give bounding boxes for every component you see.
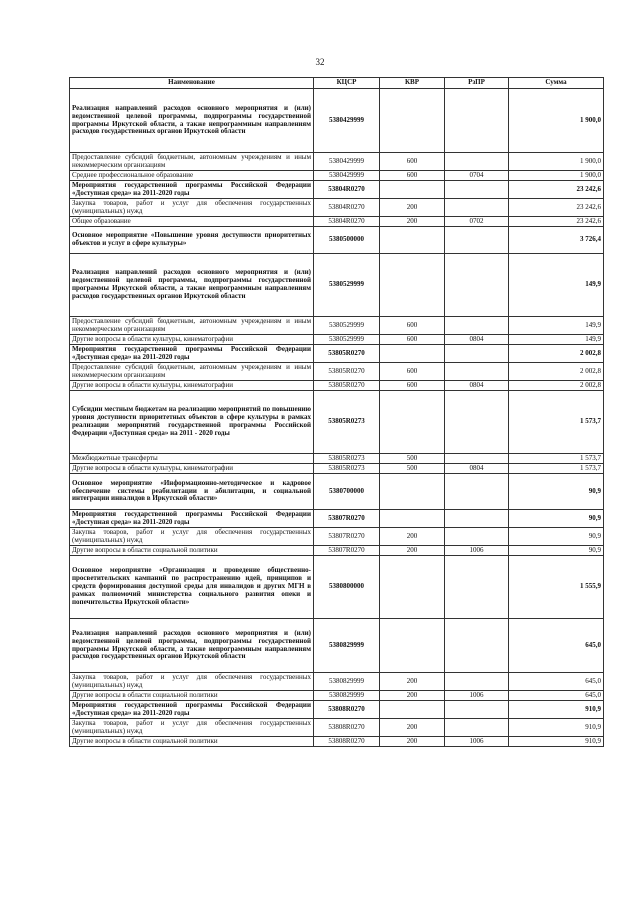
row-kvr bbox=[380, 391, 445, 454]
row-kcsr: 53808R0270 bbox=[314, 737, 380, 747]
row-kvr bbox=[380, 510, 445, 528]
row-name: Закупка товаров, работ и услуг для обеспечения государственных (муниципальных) нужд bbox=[70, 719, 314, 737]
row-rzpr bbox=[445, 673, 509, 691]
table-row bbox=[70, 89, 604, 153]
row-kvr: 600 bbox=[380, 171, 445, 181]
row-kcsr: 53805R0270 bbox=[314, 363, 380, 381]
row-kcsr: 53805R0273 bbox=[314, 454, 380, 464]
row-sum: 645,0 bbox=[509, 691, 604, 701]
row-rzpr bbox=[445, 227, 509, 254]
table-body bbox=[70, 89, 604, 747]
row-kcsr: 5380800000 bbox=[314, 556, 380, 619]
row-rzpr: 0702 bbox=[445, 217, 509, 227]
row-name: Мероприятия государственной программы Российской Федерации «Доступная среда» на 2011-2020 годы bbox=[70, 510, 314, 528]
table-row bbox=[70, 381, 604, 391]
row-kvr bbox=[380, 556, 445, 619]
row-name: Мероприятия государственной программы Российской Федерации «Доступная среда» на 2011-2020 годы bbox=[70, 345, 314, 363]
row-sum: 3 726,4 bbox=[509, 227, 604, 254]
row-sum: 1 573,7 bbox=[509, 391, 604, 454]
row-name: Субсидии местным бюджетам на реализацию мероприятий по повышению уровня доступности приоритетных объектов в сфере культуры в рамках реализации мероприятий государственной программы Российской Федерации «Доступная среда» на 2011 - 2020 годы bbox=[70, 391, 314, 454]
row-name: Предоставление субсидий бюджетным, автономным учреждениям и иным некоммерческим организациям bbox=[70, 153, 314, 171]
row-kcsr: 53807R0270 bbox=[314, 528, 380, 546]
header-rzpr: РзПР bbox=[445, 78, 509, 89]
row-kcsr: 5380529999 bbox=[314, 317, 380, 335]
row-sum: 90,9 bbox=[509, 510, 604, 528]
row-kvr bbox=[380, 701, 445, 719]
row-sum: 23 242,6 bbox=[509, 217, 604, 227]
row-name: Закупка товаров, работ и услуг для обеспечения государственных (муниципальных) нужд bbox=[70, 199, 314, 217]
row-rzpr bbox=[445, 719, 509, 737]
table-row bbox=[70, 556, 604, 619]
row-kcsr: 53805R0273 bbox=[314, 464, 380, 474]
row-sum: 1 573,7 bbox=[509, 464, 604, 474]
row-sum: 1 900,0 bbox=[509, 153, 604, 171]
row-kcsr: 5380429999 bbox=[314, 89, 380, 153]
table-row bbox=[70, 691, 604, 701]
row-kvr: 200 bbox=[380, 546, 445, 556]
row-kvr: 200 bbox=[380, 691, 445, 701]
row-sum: 90,9 bbox=[509, 474, 604, 510]
row-sum: 910,9 bbox=[509, 701, 604, 719]
row-name: Мероприятия государственной программы Российской Федерации «Доступная среда» на 2011-2020 годы bbox=[70, 701, 314, 719]
row-kvr bbox=[380, 227, 445, 254]
row-rzpr: 1006 bbox=[445, 737, 509, 747]
row-sum: 2 002,8 bbox=[509, 345, 604, 363]
row-kcsr: 5380429999 bbox=[314, 171, 380, 181]
row-rzpr bbox=[445, 181, 509, 199]
row-name: Общее образование bbox=[70, 217, 314, 227]
row-kvr bbox=[380, 474, 445, 510]
row-kvr bbox=[380, 345, 445, 363]
row-name: Реализация направлений расходов основного мероприятия и (или) ведомственной целевой программы, подпрограммы государственной программы Иркутской области, а также непрограммным направлениям расходов государственных органов Иркутской области bbox=[70, 619, 314, 673]
row-kvr: 200 bbox=[380, 199, 445, 217]
row-kcsr: 5380429999 bbox=[314, 153, 380, 171]
row-kvr: 200 bbox=[380, 673, 445, 691]
row-rzpr bbox=[445, 556, 509, 619]
row-kvr: 200 bbox=[380, 719, 445, 737]
row-name: Основное мероприятие «Организация и проведение общественно-просветительских кампаний по распространению идей, принципов и средств формирования доступной среды для инвалидов и других МГН в рамках полномочий министерства социального развития опеки и попечительства Иркутской области» bbox=[70, 556, 314, 619]
row-kcsr: 5380500000 bbox=[314, 227, 380, 254]
row-name: Другие вопросы в области культуры, кинематографии bbox=[70, 464, 314, 474]
row-kcsr: 5380829999 bbox=[314, 691, 380, 701]
row-sum: 149,9 bbox=[509, 254, 604, 317]
row-kvr: 500 bbox=[380, 464, 445, 474]
page-number: 32 bbox=[315, 57, 325, 67]
row-kcsr: 5380829999 bbox=[314, 673, 380, 691]
row-rzpr bbox=[445, 363, 509, 381]
row-kcsr: 5380529999 bbox=[314, 254, 380, 317]
row-sum: 1 555,9 bbox=[509, 556, 604, 619]
row-rzpr bbox=[445, 254, 509, 317]
row-sum: 645,0 bbox=[509, 673, 604, 691]
row-kcsr: 5380529999 bbox=[314, 335, 380, 345]
row-kcsr: 53805R0270 bbox=[314, 345, 380, 363]
row-sum: 2 002,8 bbox=[509, 381, 604, 391]
header-kcsr: КЦСР bbox=[314, 78, 380, 89]
table-row bbox=[70, 217, 604, 227]
table-row bbox=[70, 181, 604, 199]
table-row bbox=[70, 317, 604, 335]
row-name: Другие вопросы в области социальной политики bbox=[70, 691, 314, 701]
row-sum: 1 900,0 bbox=[509, 171, 604, 181]
header-kvr: КВР bbox=[380, 78, 445, 89]
table-row bbox=[70, 227, 604, 254]
row-name: Мероприятия государственной программы Российской Федерации «Доступная среда» на 2011-2020 годы bbox=[70, 181, 314, 199]
table-row bbox=[70, 474, 604, 510]
table-row bbox=[70, 546, 604, 556]
table-row bbox=[70, 619, 604, 673]
row-name: Реализация направлений расходов основного мероприятия и (или) ведомственной целевой программы, подпрограммы государственной программы Иркутской области, а также непрограммным направлениям расходов государственных органов Иркутской области bbox=[70, 89, 314, 153]
row-kvr bbox=[380, 89, 445, 153]
row-rzpr: 0804 bbox=[445, 381, 509, 391]
row-kcsr: 5380829999 bbox=[314, 619, 380, 673]
row-kvr: 600 bbox=[380, 153, 445, 171]
table-row bbox=[70, 254, 604, 317]
row-name: Закупка товаров, работ и услуг для обеспечения государственных (муниципальных) нужд bbox=[70, 528, 314, 546]
table-row bbox=[70, 345, 604, 363]
table-row bbox=[70, 673, 604, 691]
table-row bbox=[70, 510, 604, 528]
table-row bbox=[70, 528, 604, 546]
row-rzpr: 0704 bbox=[445, 171, 509, 181]
row-name: Другие вопросы в области социальной политики bbox=[70, 546, 314, 556]
header-sum: Сумма bbox=[509, 78, 604, 89]
budget-table bbox=[69, 77, 604, 747]
row-sum: 1 573,7 bbox=[509, 454, 604, 464]
row-rzpr bbox=[445, 199, 509, 217]
row-name: Среднее профессиональное образование bbox=[70, 171, 314, 181]
table-row bbox=[70, 171, 604, 181]
table-row bbox=[70, 199, 604, 217]
row-sum: 90,9 bbox=[509, 528, 604, 546]
row-name: Основное мероприятие «Информационно-методическое и кадровое обеспечение системы реабилитации и абилитации, и социальной интеграции инвалидов в Иркутской области» bbox=[70, 474, 314, 510]
table-row bbox=[70, 391, 604, 454]
table-row bbox=[70, 335, 604, 345]
row-name: Другие вопросы в области социальной политики bbox=[70, 737, 314, 747]
row-kvr: 500 bbox=[380, 454, 445, 464]
row-sum: 1 900,0 bbox=[509, 89, 604, 153]
row-kcsr: 53805R0270 bbox=[314, 381, 380, 391]
row-kvr bbox=[380, 619, 445, 673]
table-row bbox=[70, 153, 604, 171]
header-name: Наименование bbox=[70, 78, 314, 89]
row-name: Основное мероприятие «Повышение уровня доступности приоритетных объектов и услуг в сфере культуры» bbox=[70, 227, 314, 254]
row-kcsr: 53805R0273 bbox=[314, 391, 380, 454]
row-rzpr: 1006 bbox=[445, 546, 509, 556]
row-sum: 90,9 bbox=[509, 546, 604, 556]
row-kvr: 600 bbox=[380, 363, 445, 381]
row-name: Другие вопросы в области культуры, кинематографии bbox=[70, 381, 314, 391]
table-header-row bbox=[70, 78, 604, 89]
row-sum: 2 002,8 bbox=[509, 363, 604, 381]
row-rzpr: 0804 bbox=[445, 335, 509, 345]
row-kvr: 200 bbox=[380, 737, 445, 747]
row-kcsr: 53808R0270 bbox=[314, 701, 380, 719]
row-rzpr bbox=[445, 619, 509, 673]
row-name: Другие вопросы в области культуры, кинематографии bbox=[70, 335, 314, 345]
row-sum: 910,9 bbox=[509, 719, 604, 737]
row-kvr: 200 bbox=[380, 528, 445, 546]
row-rzpr bbox=[445, 474, 509, 510]
row-rzpr bbox=[445, 317, 509, 335]
row-rzpr bbox=[445, 701, 509, 719]
row-sum: 23 242,6 bbox=[509, 181, 604, 199]
row-sum: 149,9 bbox=[509, 335, 604, 345]
row-name: Межбюджетные трансферты bbox=[70, 454, 314, 464]
table-row bbox=[70, 701, 604, 719]
row-kvr bbox=[380, 254, 445, 317]
row-rzpr bbox=[445, 528, 509, 546]
table-row bbox=[70, 737, 604, 747]
row-kvr: 200 bbox=[380, 217, 445, 227]
row-kcsr: 53808R0270 bbox=[314, 719, 380, 737]
table-row bbox=[70, 464, 604, 474]
row-name: Реализация направлений расходов основного мероприятия и (или) ведомственной целевой программы, подпрограммы государственной программы Иркутской области, а также непрограммным направлениям расходов государственных органов Иркутской области bbox=[70, 254, 314, 317]
row-sum: 23 242,6 bbox=[509, 199, 604, 217]
row-kcsr: 5380700000 bbox=[314, 474, 380, 510]
row-rzpr bbox=[445, 89, 509, 153]
table-row bbox=[70, 454, 604, 464]
row-rzpr bbox=[445, 510, 509, 528]
row-rzpr bbox=[445, 153, 509, 171]
row-sum: 149,9 bbox=[509, 317, 604, 335]
row-kcsr: 53804R0270 bbox=[314, 181, 380, 199]
row-name: Предоставление субсидий бюджетным, автономным учреждениям и иным некоммерческим организациям bbox=[70, 317, 314, 335]
row-name: Предоставление субсидий бюджетным, автономным учреждениям и иным некоммерческим организациям bbox=[70, 363, 314, 381]
row-kcsr: 53804R0270 bbox=[314, 199, 380, 217]
row-kcsr: 53804R0270 bbox=[314, 217, 380, 227]
row-rzpr bbox=[445, 391, 509, 454]
row-kcsr: 53807R0270 bbox=[314, 546, 380, 556]
row-kvr: 600 bbox=[380, 381, 445, 391]
table-row bbox=[70, 719, 604, 737]
row-rzpr bbox=[445, 345, 509, 363]
row-kvr: 600 bbox=[380, 317, 445, 335]
row-kcsr: 53807R0270 bbox=[314, 510, 380, 528]
row-rzpr bbox=[445, 454, 509, 464]
row-rzpr: 0804 bbox=[445, 464, 509, 474]
row-sum: 910,9 bbox=[509, 737, 604, 747]
table-row bbox=[70, 363, 604, 381]
row-sum: 645,0 bbox=[509, 619, 604, 673]
row-kvr bbox=[380, 181, 445, 199]
row-name: Закупка товаров, работ и услуг для обеспечения государственных (муниципальных) нужд bbox=[70, 673, 314, 691]
row-rzpr: 1006 bbox=[445, 691, 509, 701]
row-kvr: 600 bbox=[380, 335, 445, 345]
